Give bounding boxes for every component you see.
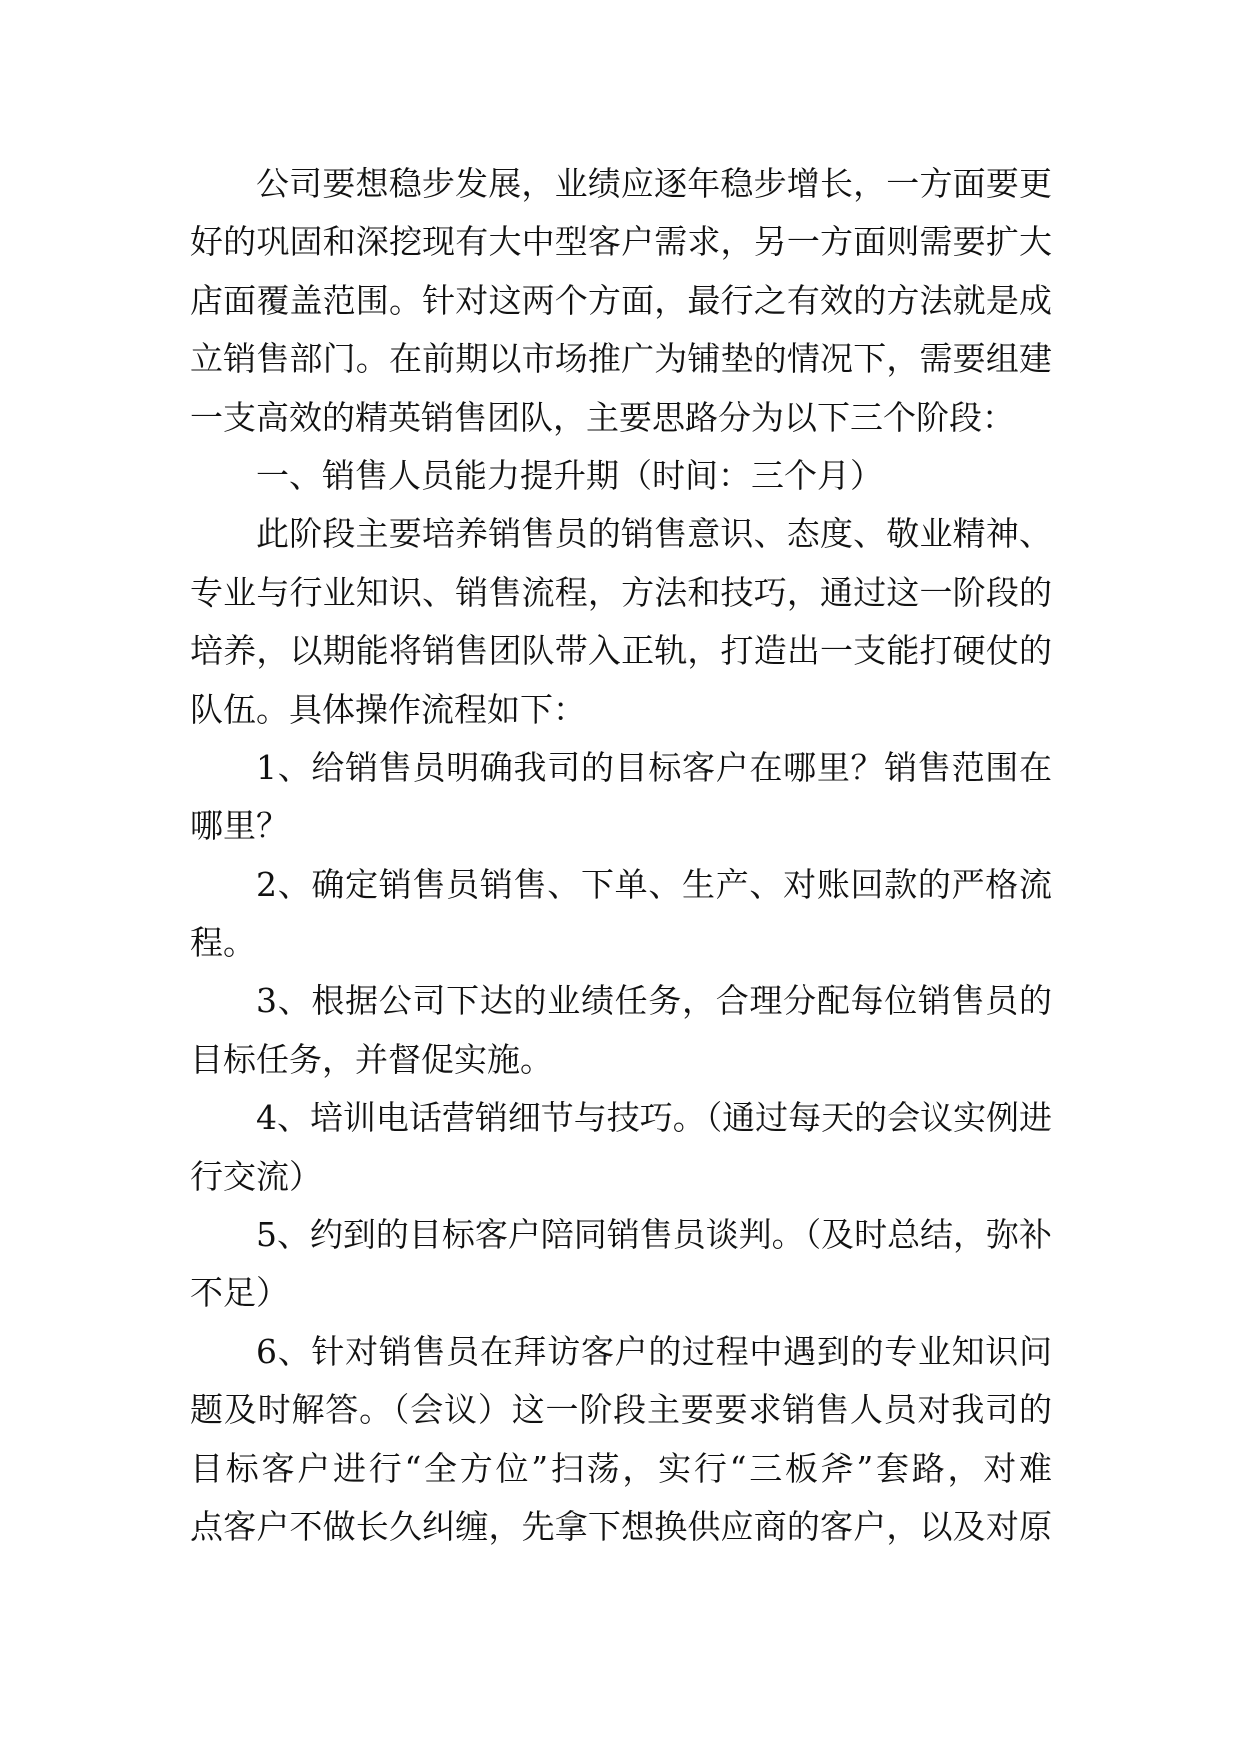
- text-line: 3、根据公司下达的业绩任务，合理分配每位销售员的: [256, 981, 1053, 1021]
- list-item-6: [190, 1323, 1055, 1557]
- text-line: 1、给销售员明确我司的目标客户在哪里？销售范围在: [256, 747, 1053, 787]
- text-line: 好的巩固和深挖现有大中型客户需求，另一方面则需要扩大: [190, 222, 1053, 262]
- paragraph-stage-description: [190, 505, 1052, 739]
- text-line: 2、确定销售员销售、下单、生产、对账回款的严格流: [256, 864, 1053, 904]
- list-item-4: [190, 1089, 1052, 1206]
- text-line: 目标任务，并督促实施。: [190, 1039, 553, 1079]
- text-line: 专业与行业知识、销售流程，方法和技巧，通过这一阶段的: [190, 572, 1053, 612]
- text-line: 立销售部门。在前期以市场推广为铺垫的情况下，需要组建: [190, 339, 1053, 379]
- document-body: [190, 155, 1055, 1556]
- text-line: 一支高效的精英销售团队，主要思路分为以下三个阶段：: [190, 397, 1015, 437]
- text-line: 6、针对销售员在拜访客户的过程中遇到的专业知识问: [256, 1331, 1053, 1371]
- list-item-3: [190, 972, 1052, 1089]
- text-line: 店面覆盖范围。针对这两个方面，最行之有效的方法就是成: [190, 280, 1053, 320]
- paragraph-intro: [190, 155, 1052, 447]
- list-item-1: [190, 739, 1052, 856]
- text-line: 5、约到的目标客户陪同销售员谈判。（及时总结，弥补: [256, 1215, 1052, 1255]
- text-line: 公司要想稳步发展，业绩应逐年稳步增长，一方面要更: [256, 164, 1053, 203]
- text-line: 题及时解答。（会议）这一阶段主要要求销售人员对我司的: [190, 1390, 1053, 1430]
- text-line: 一、销售人员能力提升期（时间：三个月）: [256, 455, 883, 495]
- text-line: 培养，以期能将销售团队带入正轨，打造出一支能打硬仗的: [190, 631, 1053, 671]
- text-line: 哪里？: [190, 806, 289, 846]
- text-line: 程。: [190, 923, 256, 963]
- text-line: 4、培训电话营销细节与技巧。（通过每天的会议实例进: [256, 1098, 1052, 1138]
- list-item-5: [190, 1206, 1052, 1323]
- text-line: 目标客户进行“全方位”扫荡，实行“三板斧”套路，对难: [190, 1448, 1055, 1488]
- text-line: 队伍。具体操作流程如下：: [190, 689, 586, 729]
- list-item-2: [190, 856, 1052, 973]
- section-heading: [190, 447, 1052, 505]
- text-line: 不足）: [190, 1273, 289, 1313]
- text-line: 此阶段主要培养销售员的销售意识、态度、敬业精神、: [256, 514, 1053, 554]
- text-line: 行交流）: [190, 1156, 322, 1196]
- text-line: 点客户不做长久纠缠，先拿下想换供应商的客户，以及对原: [190, 1506, 1053, 1546]
